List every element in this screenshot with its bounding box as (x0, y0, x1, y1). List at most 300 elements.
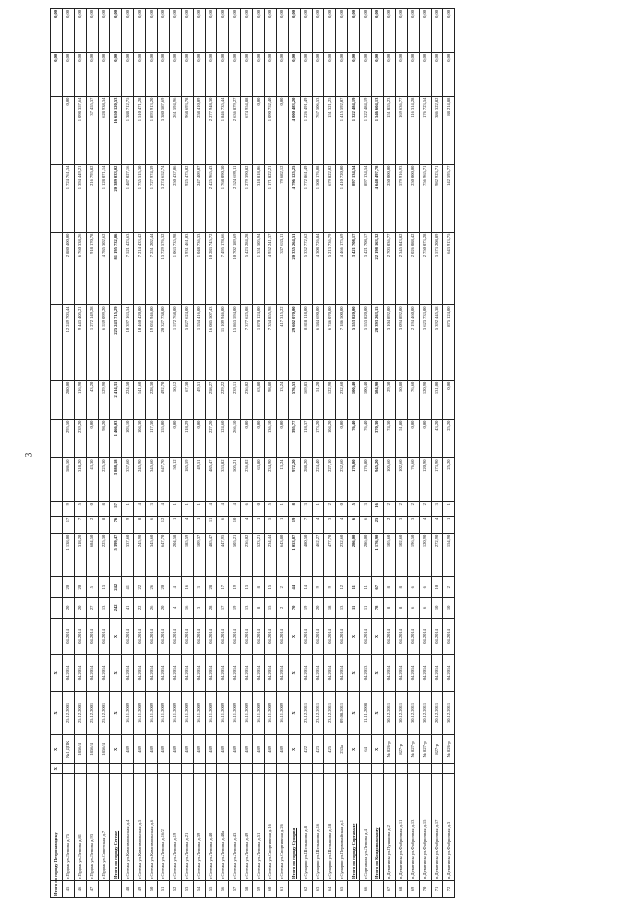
table-cell: 0,00 (348, 9, 360, 53)
table-cell: 1 (276, 516, 288, 533)
table-cell: 5 399,47 (110, 533, 122, 577)
table-cell: 586,50 (62, 458, 74, 502)
table-cell: 489 (241, 735, 253, 764)
table-cell: 45 (62, 881, 74, 898)
table-cell: 2 (395, 502, 407, 517)
table-cell: 0,00 (86, 419, 98, 458)
table-cell: 120,90 (419, 458, 431, 502)
table-cell: 9 (122, 516, 134, 533)
table-cell: 16.11.2009 (229, 691, 241, 735)
table-cell: 0,00 (205, 9, 217, 53)
table-cell: 0,00 (51, 52, 63, 96)
table-cell: 04.2014 (431, 655, 443, 691)
table-cell: 04.2014 (181, 655, 193, 691)
table-group-total-row (288, 9, 300, 898)
table-cell: 972,20 (288, 458, 300, 502)
table-cell: 8 818 118,00 (300, 305, 312, 380)
table-cell: 11 (348, 598, 360, 619)
table-cell (86, 764, 98, 774)
table-cell: 105,60 (383, 458, 395, 502)
table-cell: 258,27 (205, 380, 217, 419)
table-cell: X (51, 735, 63, 764)
table-cell: 25,20 (443, 458, 455, 502)
table-cell: 11 109 946,00 (217, 305, 229, 380)
table-cell: 247 409,07 (193, 164, 205, 232)
table-cell: 20 327 738,00 (158, 305, 170, 380)
table-cell: 318,20 (74, 458, 86, 502)
table-cell: 3 094 892,00 (395, 305, 407, 380)
table-cell: 0,00 (253, 419, 265, 458)
table-cell: 6 (241, 502, 253, 517)
table-cell: 0,00 (193, 419, 205, 458)
table-cell: 489 (229, 735, 241, 764)
table-cell: 4 466 175,69 (336, 232, 348, 305)
table-cell: X (372, 655, 384, 691)
table-cell: 1 (253, 516, 265, 533)
table-cell-address: г.Сегежа ул.Спортивная д.26 (276, 774, 288, 881)
table-row (360, 9, 372, 898)
table-cell: 0,00 (336, 419, 348, 458)
table-cell: 897 134,54 (360, 164, 372, 232)
table-cell: 16.11.2009 (205, 691, 217, 735)
table-cell: 4 (169, 577, 181, 598)
table-cell: 1 546 604,13 (372, 96, 384, 164)
table-cell-address: г.Сегежа ул.Ленина д.16/2 (158, 774, 170, 881)
table-cell-address: п.Девятины ул.Пушкина д.2 (383, 774, 395, 881)
table-cell: 23.12.2011 (324, 691, 336, 735)
table-cell: 2 414,31 (110, 380, 122, 419)
table-cell: 2 (276, 577, 288, 598)
table-row (169, 9, 181, 898)
table-cell: 50,80 (395, 380, 407, 419)
table-cell: 118,29 (181, 419, 193, 458)
table-cell: 1 (193, 502, 205, 517)
table-cell: 11 (360, 598, 372, 619)
table-cell: 120,90 (419, 533, 431, 577)
table-cell: 50,12 (169, 458, 181, 502)
table-cell: 04.2014 (383, 655, 395, 691)
table-cell: 239,11 (229, 380, 241, 419)
table-row (193, 9, 205, 898)
table-cell: 66 (360, 881, 372, 898)
table-cell: 337,60 (122, 533, 134, 577)
table-cell: X (348, 735, 360, 764)
table-cell: 982 923,71 (431, 164, 443, 232)
table-cell: 1 063 735,98 (169, 232, 181, 305)
table-cell: 151 855,23 (383, 96, 395, 164)
table-cell: 29,30 (383, 380, 395, 419)
table-cell: 20.12.2011 (431, 691, 443, 735)
table-cell (134, 764, 146, 774)
table-cell-address: г.Сегежа ул.Ленина д.43 (229, 774, 241, 881)
table-cell: 1 772 861,49 (300, 164, 312, 232)
table-cell: 25,20 (443, 419, 455, 458)
table-cell: 4 (241, 516, 253, 533)
table-cell: 98,80 (265, 380, 277, 419)
table-cell-address: г.Сегежа ул.Ленина д.40а (217, 774, 229, 881)
table-cell: 6 (217, 516, 229, 533)
table-cell: 4 (158, 502, 170, 517)
table-cell: 2 703 036,77 (383, 232, 395, 305)
table-cell: 6 584 690,00 (312, 305, 324, 380)
table-cell: 489 (169, 735, 181, 764)
table-cell: 6 746 070,00 (324, 305, 336, 380)
table-cell: 0,00 (360, 52, 372, 96)
table-cell: 04.2014 (169, 618, 181, 654)
table-cell: 236,02 (241, 533, 253, 577)
table-cell: 04.2014 (229, 655, 241, 691)
table-cell: 44 (288, 577, 300, 598)
table-cell: 04.2014 (312, 618, 324, 654)
table-cell: 04.2014 (229, 618, 241, 654)
table-cell: 250 437,06 (169, 164, 181, 232)
table-cell (253, 764, 265, 774)
table-cell: 1 487 027,16 (122, 164, 134, 232)
table-cell: 102,60 (395, 458, 407, 502)
table-cell: X (110, 618, 122, 654)
table-cell: 10 397 163,54 (122, 305, 134, 380)
table-cell: 154,90 (443, 533, 455, 577)
table-cell: 1 846 735,44 (217, 96, 229, 164)
table-cell: 1 893 913,20 (146, 96, 158, 164)
table-cell: 8 (253, 577, 265, 598)
table-cell: 0,00 (395, 9, 407, 53)
table-cell (407, 764, 419, 774)
table-cell: 1 410 720,00 (336, 164, 348, 232)
table-cell: 56 (217, 881, 229, 898)
table-cell: 0,00 (300, 9, 312, 53)
table-cell: 5 (74, 502, 86, 517)
table-cell: 116 314,28 (407, 96, 419, 164)
table-cell: 51 (158, 881, 170, 898)
table-cell: 109,37 (193, 533, 205, 577)
table-cell: 1856/4 (98, 735, 110, 764)
table-cell (62, 764, 74, 774)
table-cell: 18 (324, 598, 336, 619)
table-cell: 57 (110, 502, 122, 517)
table-row (62, 9, 74, 898)
table-cell: 505,21 (229, 533, 241, 577)
table-cell: 0,00 (74, 9, 86, 53)
table-cell: 124,60 (217, 419, 229, 458)
table-cell: 4 (336, 516, 348, 533)
table-cell: 30.12.2011 (395, 691, 407, 735)
table-cell: 16.11.2009 (265, 691, 277, 735)
table-cell: 10 283 745,72 (205, 232, 217, 305)
table-cell: 4 785 302,62 (98, 232, 110, 305)
table-cell: 628 938,34 (98, 96, 110, 164)
table-cell-address: г.Пудож ул.Ленина д.75 (62, 774, 74, 881)
table-cell-address: г.Сортавала ул.Ленина д.4 (360, 774, 372, 881)
table-cell: 12 249 703,44 (62, 305, 74, 380)
table-cell: 49,51 (193, 458, 205, 502)
table-cell: 0,00 (407, 9, 419, 53)
table-cell: 47 (86, 881, 98, 898)
table-cell: 20 (74, 577, 86, 598)
table-cell: 76,60 (407, 458, 419, 502)
table-cell: 0,00 (241, 9, 253, 53)
table-cell: 0,00 (383, 9, 395, 53)
table-cell: 04.2014 (146, 618, 158, 654)
table-cell: 7 377 625,08 (241, 305, 253, 380)
table-row (324, 9, 336, 898)
table-cell: 04.2014 (62, 618, 74, 654)
table-cell: 04.2014 (324, 618, 336, 654)
table-cell: 11 (348, 577, 360, 598)
table-cell: 19 (300, 598, 312, 619)
table-cell (122, 764, 134, 774)
table-cell: 0,00 (169, 52, 181, 96)
table-cell: X (372, 691, 384, 735)
table-group-total-row (348, 9, 360, 898)
table-cell: 1 768 090,30 (217, 164, 229, 232)
table-cell: 3 (300, 502, 312, 517)
table-row (205, 9, 217, 898)
table-cell: 04.2014 (407, 655, 419, 691)
table-cell-address: г.Сегежа ул.Ленина д.19 (169, 774, 181, 881)
table-cell: 0,00 (253, 9, 265, 53)
table-cell: 04.2014 (443, 655, 455, 691)
table-cell: X (372, 735, 384, 764)
table-cell: 489 (146, 735, 158, 764)
table-cell: 185,59 (181, 458, 193, 502)
table-row (300, 9, 312, 898)
table-cell: 04.2014 (324, 655, 336, 691)
table-cell: № 827-р (407, 735, 419, 764)
table-cell: 0,00 (288, 52, 300, 96)
table-cell: 176,80 (348, 458, 360, 502)
table-cell: 04.2014 (265, 618, 277, 654)
table-cell: 4 308 726,84 (312, 232, 324, 305)
table-cell: №1 ДПК (62, 735, 74, 764)
table-cell: 674 954,88 (241, 96, 253, 164)
table-cell: 236,02 (241, 458, 253, 502)
table-cell: 122,90 (324, 380, 336, 419)
table-cell: 480,50 (300, 533, 312, 577)
table-row (253, 9, 265, 898)
table-cell: 0,00 (419, 52, 431, 96)
table-cell (51, 458, 63, 502)
table-cell: 767 506,53 (312, 96, 324, 164)
table-cell: 9 (324, 577, 336, 598)
table-cell: 0,00 (265, 52, 277, 96)
table-cell: 13,24 (276, 458, 288, 502)
table-cell: 5 213 736,79 (324, 232, 336, 305)
table-cell: 48 (122, 881, 134, 898)
table-cell (51, 232, 63, 305)
table-cell: 295,50 (62, 419, 74, 458)
table-cell: 0,00 (98, 9, 110, 53)
table-cell: 04.2014 (146, 655, 158, 691)
table-cell-address: г.Сегежа ул.Спортивная д.16 (265, 774, 277, 881)
table-cell: 173,20 (312, 419, 324, 458)
table-cell: 288,20 (300, 458, 312, 502)
table-cell-address: Итого по городу Сортавале (348, 774, 360, 881)
table-cell: 0,00 (431, 52, 443, 96)
table-cell: 16.11.2009 (181, 691, 193, 735)
table-cell: 1 572 768,00 (169, 305, 181, 380)
table-cell: 62 (300, 881, 312, 898)
table-body (51, 9, 455, 898)
table-cell: 0,00 (158, 52, 170, 96)
table-cell: 2 (407, 502, 419, 517)
table-cell-address: г.Сегежа ул.Ленина д.51 (253, 774, 265, 881)
table-cell: 6 (348, 516, 360, 533)
table-cell: 43,20 (86, 380, 98, 419)
table-cell: 51,80 (395, 419, 407, 458)
table-cell: 224,50 (122, 380, 134, 419)
table-cell: 4 (169, 598, 181, 619)
table-cell: 4 (205, 502, 217, 517)
table-cell: 4 796 125,25 (288, 164, 300, 232)
table-cell: 103,10 (122, 419, 134, 458)
table-cell: 04.2014 (169, 655, 181, 691)
table-cell: 5 332 772,62 (300, 232, 312, 305)
table-cell: 228,30 (146, 380, 158, 419)
table-cell: 286,00 (360, 533, 372, 577)
table-cell: 65 (336, 881, 348, 898)
table-group-total-row (372, 9, 384, 898)
table-cell: 4 (134, 502, 146, 517)
table-cell (51, 577, 63, 598)
table-cell-address: п.Девятины ул.Фабричная д.15 (419, 774, 431, 881)
table-cell: 16 (181, 577, 193, 598)
table-cell (51, 502, 63, 517)
table-cell: 22 (134, 598, 146, 619)
table-cell: 1 (181, 502, 193, 517)
table-cell-address: г.Сегежа ул.Ленина д.49 (241, 774, 253, 881)
table-cell: 22 198 163,32 (372, 232, 384, 305)
table-cell: 0,00 (395, 52, 407, 96)
table-cell: 54 (193, 881, 205, 898)
table-cell: 477,70 (324, 533, 336, 577)
table-row (419, 9, 431, 898)
table-cell: 1856/4 (86, 735, 98, 764)
table-cell: 489 (181, 735, 193, 764)
table-cell: 462,27 (312, 533, 324, 577)
table-cell: 04.2014 (276, 655, 288, 691)
table-cell: 0,00 (110, 9, 122, 53)
table-cell (288, 764, 300, 774)
table-cell: 8 (383, 598, 395, 619)
table-cell: 2 194 460,00 (407, 305, 419, 380)
table-cell: 3 573 208,89 (431, 232, 443, 305)
table-cell: 20 (62, 598, 74, 619)
table-row (395, 9, 407, 898)
table-cell: 04.2014 (336, 618, 348, 654)
table-cell: 19 051 946,00 (146, 305, 158, 380)
table-cell: 5 (348, 502, 360, 517)
table-cell: 104,30 (134, 419, 146, 458)
table-cell: 0,00 (253, 96, 265, 164)
table-cell: 827-р (431, 735, 443, 764)
table-cell: 16 (372, 502, 384, 517)
table-cell: 120,90 (419, 380, 431, 419)
table-cell: 489 (217, 735, 229, 764)
table-cell: 14 (300, 577, 312, 598)
table-cell: 0,00 (62, 96, 74, 164)
table-cell: 1 724 761,34 (62, 164, 74, 232)
table-cell: 422 (300, 735, 312, 764)
table-cell: 2 524 699,11 (229, 164, 241, 232)
table-cell: 584,90 (372, 380, 384, 419)
table-cell: 81 195 732,86 (110, 232, 122, 305)
table-cell: 169,83 (300, 380, 312, 419)
table-cell (372, 764, 384, 774)
table-cell: 0,00 (181, 9, 193, 53)
table-cell: 2 345 843,82 (395, 232, 407, 305)
table-cell: 0,00 (241, 419, 253, 458)
table-cell: 20 (158, 577, 170, 598)
table-cell: 16.11.2009 (217, 691, 229, 735)
table-cell: 100,40 (348, 380, 360, 419)
housing-registry-table (50, 8, 455, 898)
table-cell: 3 888,18 (110, 458, 122, 502)
table-cell: 250 000,00 (407, 164, 419, 232)
table-cell: 0,00 (86, 9, 98, 53)
table-cell: 0,00 (300, 52, 312, 96)
table-cell: 1 351 505,94 (253, 232, 265, 305)
table-cell: X (51, 691, 63, 735)
table-cell: 3 623 733,00 (419, 305, 431, 380)
table-cell: 0,00 (324, 52, 336, 96)
table-cell: 16.11.2009 (276, 691, 288, 735)
table-cell: 49 (134, 881, 146, 898)
table-cell: 19 (229, 577, 241, 598)
table-cell: 04.2014 (265, 655, 277, 691)
table-cell: 523,21 (253, 533, 265, 577)
table-cell-address: г.Пудож ул.Ленина д.93 (86, 774, 98, 881)
table-cell (158, 764, 170, 774)
table-cell: 16.11.2009 (169, 691, 181, 735)
table-cell: 26 (146, 598, 158, 619)
table-cell: 10 (431, 598, 443, 619)
table-cell: 0,00 (324, 9, 336, 53)
table-cell: 8 (253, 598, 265, 619)
table-cell: 0,00 (98, 52, 110, 96)
table-cell: 233а (336, 735, 348, 764)
table-cell: 505,21 (229, 458, 241, 502)
table-cell: 232,60 (336, 458, 348, 502)
table-cell-address: г.Сегежа ул.Ленина д.40 (205, 774, 217, 881)
table-cell: 5 423 284,28 (241, 232, 253, 305)
table-cell-address: Итого по городу Сегеже (110, 774, 122, 881)
table-cell: 41 (122, 598, 134, 619)
table-cell: 4 648 497,78 (372, 164, 384, 232)
table-cell: 4 (312, 516, 324, 533)
table-cell: 22 (134, 577, 146, 598)
table-cell (383, 764, 395, 774)
table-cell: 64 (324, 881, 336, 898)
table-cell: 4 (229, 502, 241, 517)
table-cell: X (110, 655, 122, 691)
table-cell: 345,60 (146, 458, 158, 502)
table-cell: 1 272 149,28 (86, 305, 98, 380)
table-cell (51, 419, 63, 458)
table-cell-address: г.Суоярви ул.Первомайская д.1 (336, 774, 348, 881)
table-cell: 4 (181, 516, 193, 533)
table-cell: 9 443 405,21 (74, 305, 86, 380)
table-cell: 09.08.2011 (336, 691, 348, 735)
table-cell: 258 410,09 (193, 96, 205, 164)
table-cell: 04.2014 (276, 618, 288, 654)
table-cell: 945,20 (372, 458, 384, 502)
table-cell: 1 466,03 (110, 419, 122, 458)
table-cell: 19 (229, 598, 241, 619)
table-cell: 196,50 (407, 533, 419, 577)
table-cell: 272,90 (431, 533, 443, 577)
table-cell: 70 (288, 598, 300, 619)
